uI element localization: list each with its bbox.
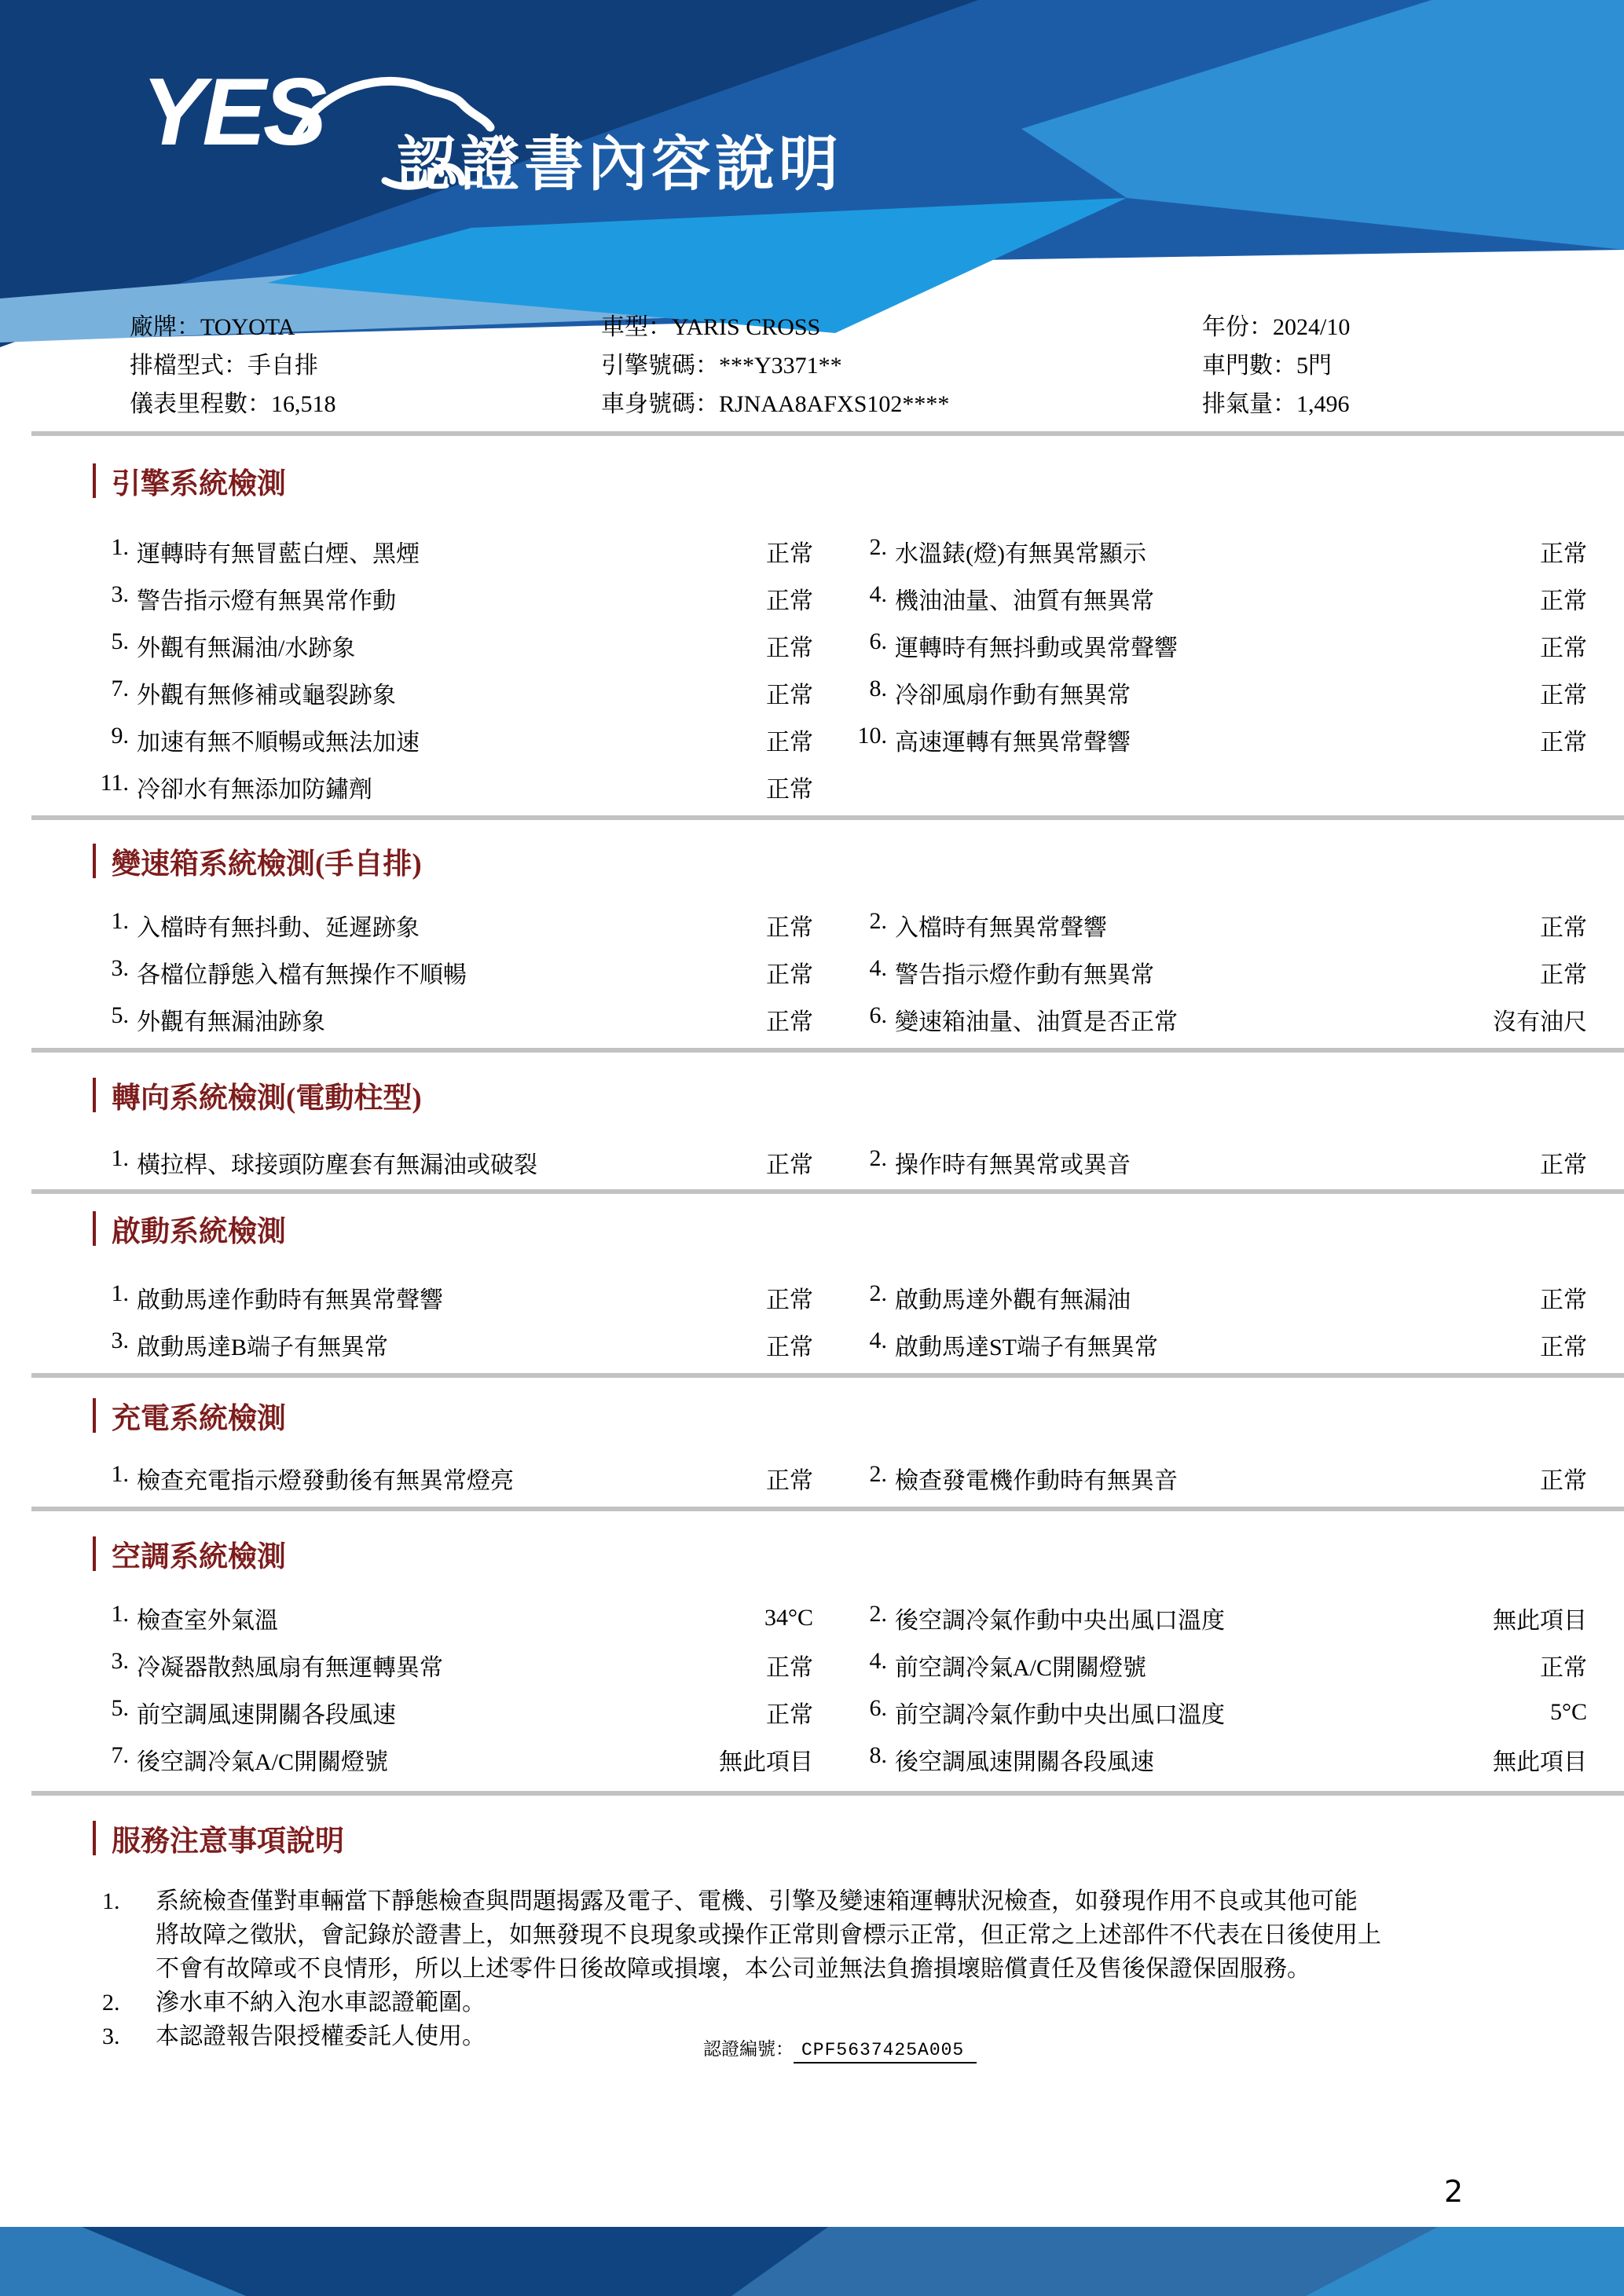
check-item-result: 正常 [1540,730,1587,756]
vehicle-field [1202,385,1624,423]
service-note-number: 2. [102,1990,120,2016]
vehicle-field-label: 廠牌： [130,314,200,340]
check-item-number: 3. [111,581,129,607]
vehicle-field-value: 2024/10 [1273,314,1351,340]
check-item [88,723,642,757]
service-note-number: 3. [102,2023,120,2049]
check-item-result: 5°C [1549,1699,1587,1725]
check-item-text: 各檔位靜態入檔有無操作不順暢 [137,962,467,988]
check-item-number: 1. [111,1145,129,1171]
vehicle-field-value: YARIS CROSS [672,314,821,340]
section-divider [31,1507,1624,1511]
check-item-result: 正常 [1540,541,1587,567]
check-item-result: 無此項目 [1493,1608,1587,1634]
check-item [88,1648,642,1683]
check-item [846,1327,1428,1362]
section-items [0,1595,1624,1783]
service-note-line: 滲水車不納入泡水車認證範圍。 [156,1990,486,2016]
check-item-number: 6. [869,628,887,654]
check-item-text: 入檔時有無抖動、延遲跡象 [137,915,420,941]
check-item [88,1695,642,1730]
vehicle-field-value: 16,518 [271,391,336,417]
vehicle-info [0,308,1624,423]
check-item-text: 變速箱油量、油質是否正常 [895,1009,1178,1035]
check-item-text: 檢查發電機作動時有無異音 [895,1468,1178,1494]
check-item [88,534,642,569]
check-item-result: 正常 [766,1655,813,1681]
vehicle-field-label: 儀表里程數： [130,391,271,417]
check-item-text: 後空調冷氣A/C開關燈號 [137,1749,389,1775]
check-item-row [0,1595,1624,1642]
section-divider [31,815,1624,820]
check-item-row [0,528,1624,575]
check-item [846,1461,1428,1496]
check-item-text: 啟動馬達ST端子有無異常 [895,1335,1159,1360]
vehicle-field-label: 車門數： [1202,353,1296,379]
check-item-number: 5. [111,628,129,654]
section-title-bar [93,1211,96,1246]
check-item-number: 3. [111,1648,129,1674]
check-item-result: 正常 [1540,1468,1587,1494]
section-items [0,1455,1624,1502]
check-item-row [0,1274,1624,1321]
section-title-bar [93,1536,96,1571]
check-item [846,628,1428,663]
section-title-bar [93,1398,96,1433]
check-item-number: 2. [869,1280,887,1306]
section-title-text: 引擎系統檢測 [112,468,286,500]
vehicle-info-column [601,308,1202,423]
check-item-result: 正常 [766,962,813,988]
vehicle-field-value: 1,496 [1296,391,1350,417]
check-item-text: 後空調冷氣作動中央出風口溫度 [895,1608,1225,1634]
vehicle-field [1202,308,1624,346]
check-item-number: 3. [111,1327,129,1353]
check-item-result: 34°C [764,1605,813,1631]
certificate-number-label: 認證編號： [703,2039,794,2059]
check-item-number: 1. [111,534,129,560]
vehicle-field [130,308,601,346]
vehicle-field-label: 排氣量： [1202,391,1296,417]
vehicle-field [1202,346,1624,385]
check-item-row [0,902,1624,949]
check-item-text: 運轉時有無冒藍白煙、黑煙 [137,541,420,567]
check-item-text: 橫拉桿、球接頭防塵套有無漏油或破裂 [137,1152,537,1178]
section-title [93,1397,286,1434]
service-note-text [156,1884,1554,1986]
check-item-row [0,996,1624,1043]
check-item [88,955,642,990]
check-item-row [0,669,1624,716]
check-item-result: 正常 [1540,635,1587,661]
check-item [88,1461,642,1496]
check-item-number: 8. [869,676,887,701]
check-item-text: 入檔時有無異常聲響 [895,915,1107,941]
check-item [88,1742,642,1777]
check-item [846,1648,1428,1683]
check-item-number: 5. [111,1695,129,1721]
section-divider [31,1373,1624,1378]
check-item-row [0,949,1624,996]
check-item-result: 正常 [766,683,813,709]
service-note-line: 本認證報告限授權委託人使用。 [156,2023,486,2049]
check-item-text: 前空調冷氣作動中央出風口溫度 [895,1702,1225,1728]
section-title-text: 服務注意事項說明 [112,1825,344,1858]
check-item-text: 冷凝器散熱風扇有無運轉異常 [137,1655,443,1681]
check-item-text: 警告指示燈有無異常作動 [137,588,396,614]
check-item-number: 1. [111,908,129,934]
check-item-text: 外觀有無修補或龜裂跡象 [137,683,396,709]
section-title-bar [93,1821,96,1855]
section-title-text: 空調系統檢測 [112,1541,286,1573]
check-item-number: 8. [869,1742,887,1768]
check-item-number: 1. [111,1280,129,1306]
check-item-result: 正常 [1540,1287,1587,1313]
check-item-result: 正常 [1540,683,1587,709]
section-title [93,842,422,880]
section-items [0,902,1624,1043]
check-item-text: 加速有無不順暢或無法加速 [137,730,420,756]
check-item-row [0,575,1624,622]
page-title: 認證書內容說明 [397,131,842,198]
vehicle-field-label: 引擎號碼： [601,353,719,379]
check-item-number: 4. [869,581,887,607]
check-item-row [0,716,1624,764]
check-item-number: 2. [869,908,887,934]
check-item-text: 外觀有無漏油/水跡象 [137,635,356,661]
check-item-result: 正常 [766,1152,813,1178]
vehicle-field-label: 車型： [601,314,672,340]
check-item-result: 正常 [766,541,813,567]
check-item-text: 冷卻風扇作動有無異常 [895,683,1131,709]
section-items [0,1274,1624,1368]
check-item-result: 正常 [766,730,813,756]
section-divider [31,1048,1624,1053]
check-item-result: 無此項目 [1493,1749,1587,1775]
check-item-number: 6. [869,1695,887,1721]
section-title-bar [93,844,96,878]
check-item-row [0,1689,1624,1736]
check-item-result: 正常 [766,1287,813,1313]
check-item [88,628,642,663]
check-item-number: 6. [869,1002,887,1028]
check-item-result: 無此項目 [719,1749,813,1775]
section-divider [31,1791,1624,1796]
section-title-bar [93,463,96,498]
section-title [93,1076,422,1114]
service-note [0,1986,1624,2020]
check-item-text: 操作時有無異常或異音 [895,1152,1131,1178]
check-item [846,1145,1428,1180]
check-item-row [0,1139,1624,1186]
check-item-text: 外觀有無漏油跡象 [137,1009,325,1035]
certificate-number-value: CPF5637425A005 [794,2040,977,2063]
check-item [846,1002,1428,1037]
check-item [846,723,1428,757]
check-item [88,1002,642,1037]
check-item-text: 機油油量、油質有無異常 [895,588,1154,614]
service-note [0,1884,1624,1986]
check-item-row [0,1736,1624,1783]
check-item-row [0,1642,1624,1689]
vehicle-field-value: 手自排 [247,353,318,379]
check-item [846,581,1428,616]
section-title [93,1535,286,1573]
vehicle-field-value: TOYOTA [200,314,295,340]
check-item-row [0,622,1624,669]
section-title-text: 啟動系統檢測 [112,1216,286,1248]
check-item-number: 10. [857,723,887,749]
check-item-number: 5. [111,1002,129,1028]
vehicle-field-value: 5門 [1296,353,1332,379]
check-item-number: 1. [111,1601,129,1627]
check-item-text: 後空調風速開關各段風速 [895,1749,1154,1775]
vehicle-field [601,346,1202,385]
check-item-result: 正常 [766,1702,813,1728]
vehicle-field-value: ***Y3371** [719,353,842,379]
vehicle-field-label: 排檔型式： [130,353,247,379]
vehicle-field-label: 車身號碼： [601,391,719,417]
section-divider [31,1189,1624,1194]
check-item [846,1695,1428,1730]
check-item-text: 啟動馬達作動時有無異常聲響 [137,1287,443,1313]
section-items [0,1139,1624,1186]
vehicle-field-value: RJNAA8AFXS102**** [719,391,950,417]
page-number: 2 [1444,2174,1464,2209]
check-item [88,1601,642,1635]
check-item-text: 啟動馬達外觀有無漏油 [895,1287,1131,1313]
service-note-line: 系統檢查僅對車輛當下靜態檢查與問題揭露及電子、電機、引擎及變速箱運轉狀況檢查，如發現作用不良或其他可能 [156,1888,1358,1914]
check-item-result: 正常 [1540,915,1587,941]
check-item-text: 高速運轉有無異常聲響 [895,730,1131,756]
check-item-result: 正常 [766,777,813,803]
check-item-result: 正常 [766,1009,813,1035]
section-divider [31,431,1624,436]
section-title [93,1210,286,1247]
check-item-result: 正常 [766,588,813,614]
check-item-result: 正常 [1540,962,1587,988]
vehicle-field [130,346,601,385]
check-item-number: 3. [111,955,129,981]
check-item-number: 2. [869,1145,887,1171]
check-item-result: 正常 [766,1468,813,1494]
check-item [88,581,642,616]
check-item-row [0,764,1624,811]
yes-logo-text: YES [141,58,324,165]
check-item-text: 冷卻水有無添加防鏽劑 [137,777,372,803]
check-item-number: 9. [111,723,129,749]
certificate-number [703,2034,977,2060]
footer-banner [0,2227,1624,2296]
check-item-number: 7. [111,676,129,701]
vehicle-field [601,385,1202,423]
check-item-result: 正常 [1540,588,1587,614]
check-item-text: 前空調風速開關各段風速 [137,1702,396,1728]
check-item-number: 11. [100,770,129,796]
check-item-text: 啟動馬達B端子有無異常 [137,1335,389,1360]
check-item-result: 正常 [1540,1335,1587,1360]
check-item [88,1280,642,1315]
check-item-text: 前空調冷氣A/C開關燈號 [895,1655,1147,1681]
check-item-result: 正常 [766,635,813,661]
vehicle-field [601,308,1202,346]
section-title-text: 變速箱系統檢測(手自排) [112,848,422,881]
check-item-row [0,1455,1624,1502]
check-item-number: 4. [869,1327,887,1353]
check-item-number: 7. [111,1742,129,1768]
check-item [88,1145,642,1180]
check-item-number: 2. [869,534,887,560]
section-items [0,528,1624,811]
check-item-number: 2. [869,1601,887,1627]
section-title-bar [93,1078,96,1112]
check-item [846,908,1428,943]
check-item-number: 2. [869,1461,887,1487]
check-item-number: 1. [111,1461,129,1487]
check-item [846,534,1428,569]
check-item-text: 檢查室外氣溫 [137,1608,278,1634]
check-item-result: 正常 [766,1335,813,1360]
check-item [88,676,642,710]
check-item [88,1327,642,1362]
check-item-text: 運轉時有無抖動或異常聲響 [895,635,1178,661]
check-item [88,770,642,804]
check-item-text: 水溫錶(燈)有無異常顯示 [895,541,1146,567]
check-item [88,908,642,943]
service-notes [0,1884,1624,2053]
check-item-row [0,1321,1624,1368]
service-note-line: 不會有故障或不良情形，所以上述零件日後故障或損壞，本公司並無法負擔損壞賠償責任及售後保證保固服務。 [156,1956,1311,1982]
check-item [846,1601,1428,1635]
section-title-text: 轉向系統檢測(電動柱型) [112,1082,422,1115]
check-item-result: 沒有油尺 [1493,1009,1587,1035]
check-item-number: 4. [869,955,887,981]
check-item-number: 4. [869,1648,887,1674]
vehicle-field [130,385,601,423]
check-item-text: 警告指示燈作動有無異常 [895,962,1154,988]
check-item [846,1742,1428,1777]
vehicle-info-column [1202,308,1624,423]
check-item-result: 正常 [766,915,813,941]
section-title [93,462,286,500]
service-note-text [156,1986,1554,2020]
check-item [846,955,1428,990]
section-title-text: 充電系統檢測 [112,1403,286,1435]
check-item-text: 檢查充電指示燈發動後有無異常燈亮 [137,1468,514,1494]
section-title-service-notes [93,1819,344,1857]
check-item-result: 正常 [1540,1655,1587,1681]
check-item [846,676,1428,710]
vehicle-info-column [130,308,601,423]
service-note-line: 將故障之徵狀，會記錄於證書上，如無發現不良現象或操作正常則會標示正常，但正常之上述部件不代表在日後使用上 [156,1922,1381,1948]
check-item-result: 正常 [1540,1152,1587,1178]
vehicle-field-label: 年份： [1202,314,1273,340]
service-note-number: 1. [102,1888,120,1914]
check-item [846,1280,1428,1315]
